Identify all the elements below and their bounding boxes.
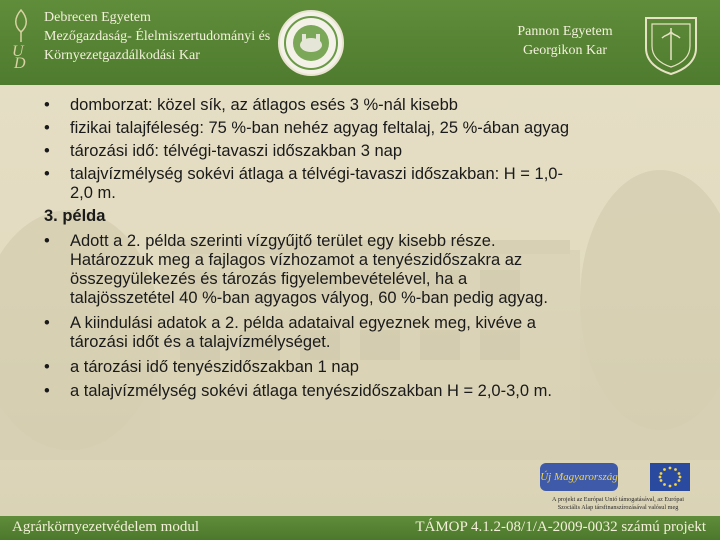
faculty-seal-icon bbox=[278, 10, 344, 76]
example-title: 3. példa bbox=[44, 207, 106, 225]
university-name-line-2: Mezőgazdaság- Élelmiszertudományi és bbox=[44, 29, 271, 44]
georgikon-crest-icon bbox=[640, 10, 702, 76]
eu-caption: A projekt az Európai Unió támogatásával, az Európai Szociális Alap társfinanszírozásával valósul meg bbox=[552, 496, 684, 511]
university-name-line-3: Környezetgazdálkodási Kar bbox=[44, 48, 200, 63]
header-bar bbox=[0, 0, 720, 85]
eu-flag-icon bbox=[650, 463, 690, 491]
svg-text:D: D bbox=[14, 55, 26, 70]
pannon-line-2: Georgikon Kar bbox=[522, 43, 608, 58]
pannon-line-1: Pannon Egyetem bbox=[517, 24, 613, 39]
university-name-line-1: Debrecen Egyetem bbox=[44, 10, 151, 25]
footer-project-id: TÁMOP 4.1.2-08/1/A-2009-0032 számú projekt bbox=[415, 519, 706, 535]
footer-bar bbox=[0, 516, 720, 540]
slide: U D Debrecen Egyetem Mezőgazdaság- Élelmiszertudományi és Környezetgazdálkodási Kar Pannon Egyetem Georgikon Kar • domborzat: közel sík, az átlagos esés 3 %-nál kisebb • fizikai talajféleség: 75 %-ban nehéz agyag feltalaj, 25 %-ában agyag • tározási idő: télvégi-tavaszi időszakban 3 nap • talajvízmélység sokévi átlaga a télvégi-tavaszi időszakban: H = 1,0- 2,0 m. 3. példa • Adott a 2. példa szerinti vízgyűjtő terület egy kisebb része. Határozzuk meg a fajlagos vízhozamot a tenyészidőszakra az összegyülekezés és tározás figyelembevételével, ha a talajösszetétel 40 %-ban agyagos vályog, 60 %-ban pedig agyag. • A kiindulási adatok a 2. példa adataival egyeznek meg, kivéve a tározási időt és a talajvízmélységet. • a tározási idő tenyészidőszakban 1 nap • a talajvízmélység sokévi átlaga tenyészidőszakban H = 2,0-3,0 m. Új Magyarország A projekt az Európai Unió támogatásával, az Európai Szociális Alap társfinanszírozásával valósul meg Agrárkörnyezetvédelem modul TÁMOP 4.1.2-08/1/A-2009-0032 számú projekt bbox=[0, 0, 720, 540]
uj-magyarorszag-logo: Új Magyarország bbox=[540, 463, 618, 491]
footer-module-title: Agrárkörnyezetvédelem modul bbox=[12, 519, 200, 535]
university-logo-icon bbox=[6, 8, 36, 70]
svg-text:U: U bbox=[12, 43, 24, 60]
